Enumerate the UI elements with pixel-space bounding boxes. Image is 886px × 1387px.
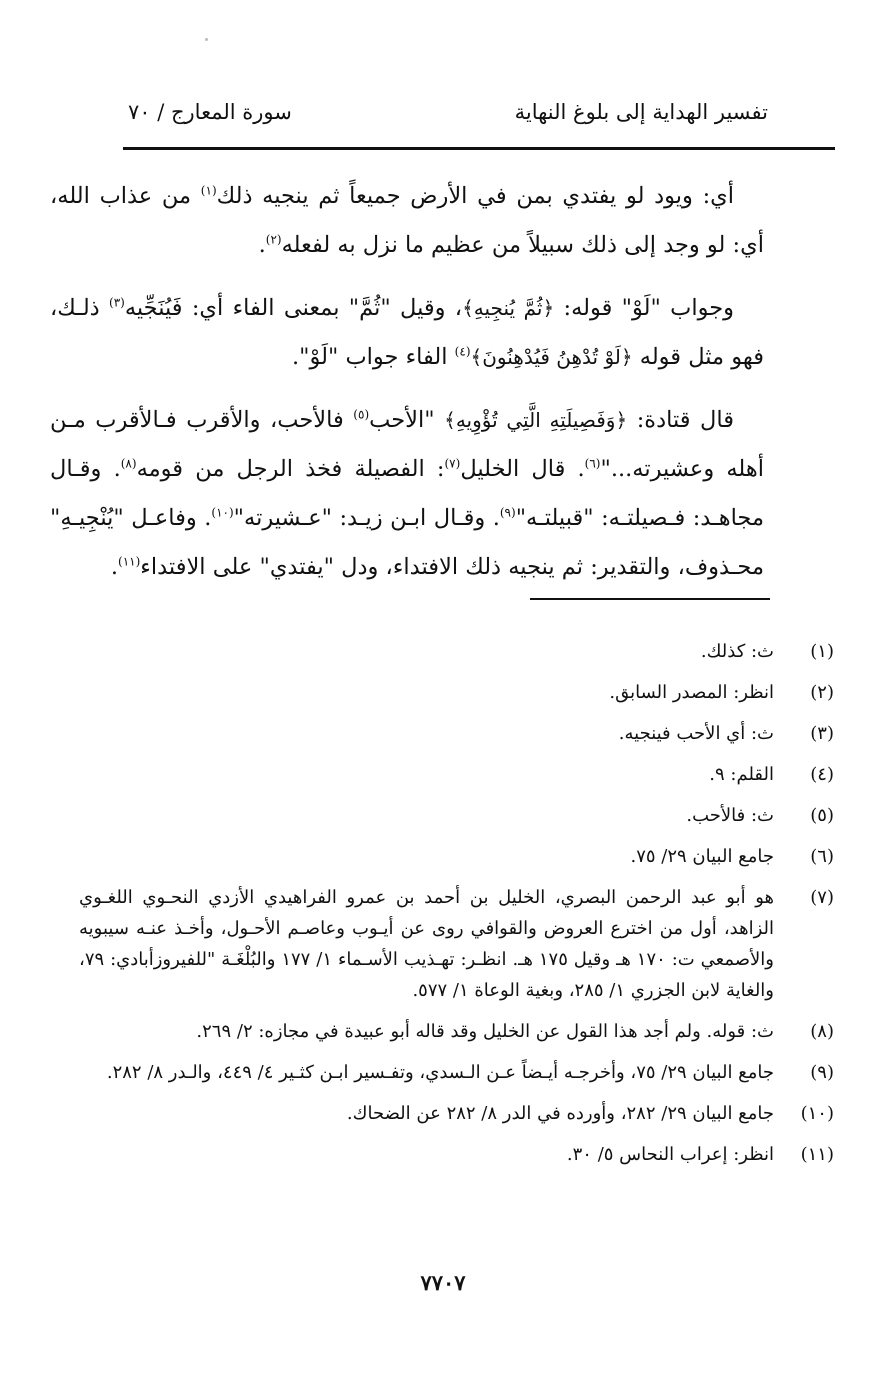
quran-quote: ﴿لَوْ تُدْهِنُ فَيُدْهِنُونَ﴾	[470, 345, 633, 369]
footnote-number: (٦)	[810, 846, 834, 867]
footnote-number: (٩)	[810, 1062, 834, 1083]
text-run: ذلـك، فهو مثل قوله	[50, 295, 764, 370]
footnote-item	[79, 841, 834, 872]
footnote-marker[interactable]: (٤)	[454, 344, 471, 359]
footnote-marker[interactable]: (٥)	[353, 407, 370, 422]
footnote-marker[interactable]: (٦)	[584, 456, 601, 471]
text-run: .	[258, 232, 266, 258]
text-run: .	[110, 554, 118, 580]
page-number: ٧٧٠٧	[420, 1270, 466, 1295]
text-run: . قال الخليل	[460, 456, 585, 482]
footnote-text: ث: أي الأحب فينجيه.	[618, 723, 774, 744]
text-run: "الأحب	[369, 407, 445, 433]
footnote-number: (٨)	[810, 1021, 834, 1042]
footnote-text: جامع البيان ٢٩/ ٧٥.	[630, 846, 774, 867]
text-run: فالأحب، والأقرب فـالأقرب مـن أهله وعشيرته..."	[50, 407, 764, 482]
paragraph-3	[50, 396, 764, 592]
footnote-text: انظر: المصدر السابق.	[609, 682, 774, 703]
footnote-marker[interactable]: (٨)	[120, 456, 137, 471]
footnote-item	[79, 800, 834, 831]
footnote-item	[79, 1139, 834, 1170]
footnote-text: ث: قوله. ولم أجد هذا القول عن الخليل وقد قاله أبو عبيدة في مجازه: ٢/ ٢٦٩.	[196, 1021, 774, 1042]
footnote-marker[interactable]: (١)	[200, 183, 217, 198]
footnote-marker[interactable]: (٩)	[499, 505, 516, 520]
footnote-text: جامع البيان ٢٩/ ٧٥، وأخرجـه أيـضاً عـن الـسدي، وتفـسير ابـن كثـير ٤/ ٤٤٩، والـدر ٨/ ٢٨٢.	[106, 1062, 774, 1083]
footnote-number: (٥)	[810, 805, 834, 826]
footnote-item	[79, 677, 834, 708]
footnote-text: انظر: إعراب النحاس ٥/ ٣٠.	[566, 1144, 774, 1165]
footnote-marker[interactable]: (٧)	[444, 456, 461, 471]
text-run: الفاء جواب "لَوْ".	[291, 344, 455, 370]
footnote-marker[interactable]: (١١)	[118, 554, 141, 569]
header-rule	[123, 147, 835, 150]
text-run: . وفاعـل "يُنْجِيـهِ" محـذوف، والتقدير: ثم ينجيه ذلك الافتداء، ودل "يفتدي" على الافتداء	[50, 505, 764, 580]
footnote-number: (٧)	[810, 887, 834, 908]
footnote-item	[79, 1098, 834, 1129]
paragraph-1	[50, 172, 764, 270]
paragraph-2	[50, 284, 764, 382]
text-run: من عذاب الله، أي: لو وجد إلى ذلك سبيلاً من عظيم ما نزل به لفعله	[50, 183, 764, 258]
quran-quote: ﴿ثُمَّ يُنجِيهِ﴾	[462, 296, 555, 320]
footnote-item	[79, 1016, 834, 1047]
footnote-item	[79, 882, 834, 1006]
text-run: ، وقيل "ثُمَّ" بمعنى الفاء أي: فَيُنَجِّيه	[124, 295, 463, 321]
footnote-number: (١)	[810, 641, 834, 662]
footnote-item	[79, 636, 834, 667]
footnote-marker[interactable]: (٣)	[109, 295, 125, 310]
footnote-text: ث: كذلك.	[700, 641, 774, 662]
main-text	[50, 172, 764, 606]
footnote-number: (٤)	[810, 764, 834, 785]
footnote-text: هو أبو عبد الرحمن البصري، الخليل بن أحمد بن عمرو الفراهيدي الأزدي النحـوي اللغـوي الزاهد، أول من اخترع العروض والقوافي روى عن أيـوب وعاصـم الأحـول، وأخـذ عنـه سيبويه والأصمعي ت: ١٧٠ هـ وقيل ١٧٥ هـ. انظـر: تهـذيب الأسـماء ١/ ١٧٧ والبُلْغَـة "للفيروزأبادي: ٧٩، والغاية لابن الجزري ١/ ٢٨٥، وبغية الوعاة ١/ ٥٧٧.	[79, 887, 774, 1001]
text-run: أي: ويود لو يفتدي بمن في الأرض جميعاً ثم ينجيه ذلك	[216, 183, 735, 209]
text-run: . وقـال مجاهـد: فـصيلتـه: "قبيلتـه"	[50, 456, 764, 531]
footnotes-list	[79, 636, 834, 1180]
footnote-item	[79, 718, 834, 749]
footnote-number: (٢)	[810, 682, 834, 703]
text-run: قال قتادة:	[627, 407, 734, 433]
footnote-marker[interactable]: (١٠)	[211, 505, 234, 520]
footnote-text: جامع البيان ٢٩/ ٢٨٢، وأورده في الدر ٨/ ٢٨٢ عن الضحاك.	[346, 1103, 774, 1124]
footnote-item	[79, 1057, 834, 1088]
footnote-number: (٣)	[810, 723, 834, 744]
quran-quote: ﴿وَفَصِيلَتِهِ الَّتِي تُؤْوِيهِ﴾	[444, 408, 628, 432]
footnote-number: (١١)	[800, 1144, 834, 1165]
text-run: وجواب "لَوْ" قوله:	[554, 295, 734, 321]
running-header-book-title: تفسير الهداية إلى بلوغ النهاية	[514, 100, 768, 124]
text-run: . وقـال ابـن زيـد: "عـشيرته"	[233, 505, 500, 531]
footnote-separator	[530, 598, 770, 600]
text-run: : الفصيلة فخذ الرجل من قومه	[136, 456, 445, 482]
footnote-marker[interactable]: (٢)	[265, 232, 282, 247]
footnote-number: (١٠)	[800, 1103, 834, 1124]
footnote-text: ث: فالأحب.	[686, 805, 774, 826]
footnote-text: القلم: ٩.	[709, 764, 774, 785]
running-header-surah: سورة المعارج / ٧٠	[128, 100, 292, 124]
scan-speck	[205, 38, 208, 41]
footnote-item	[79, 759, 834, 790]
